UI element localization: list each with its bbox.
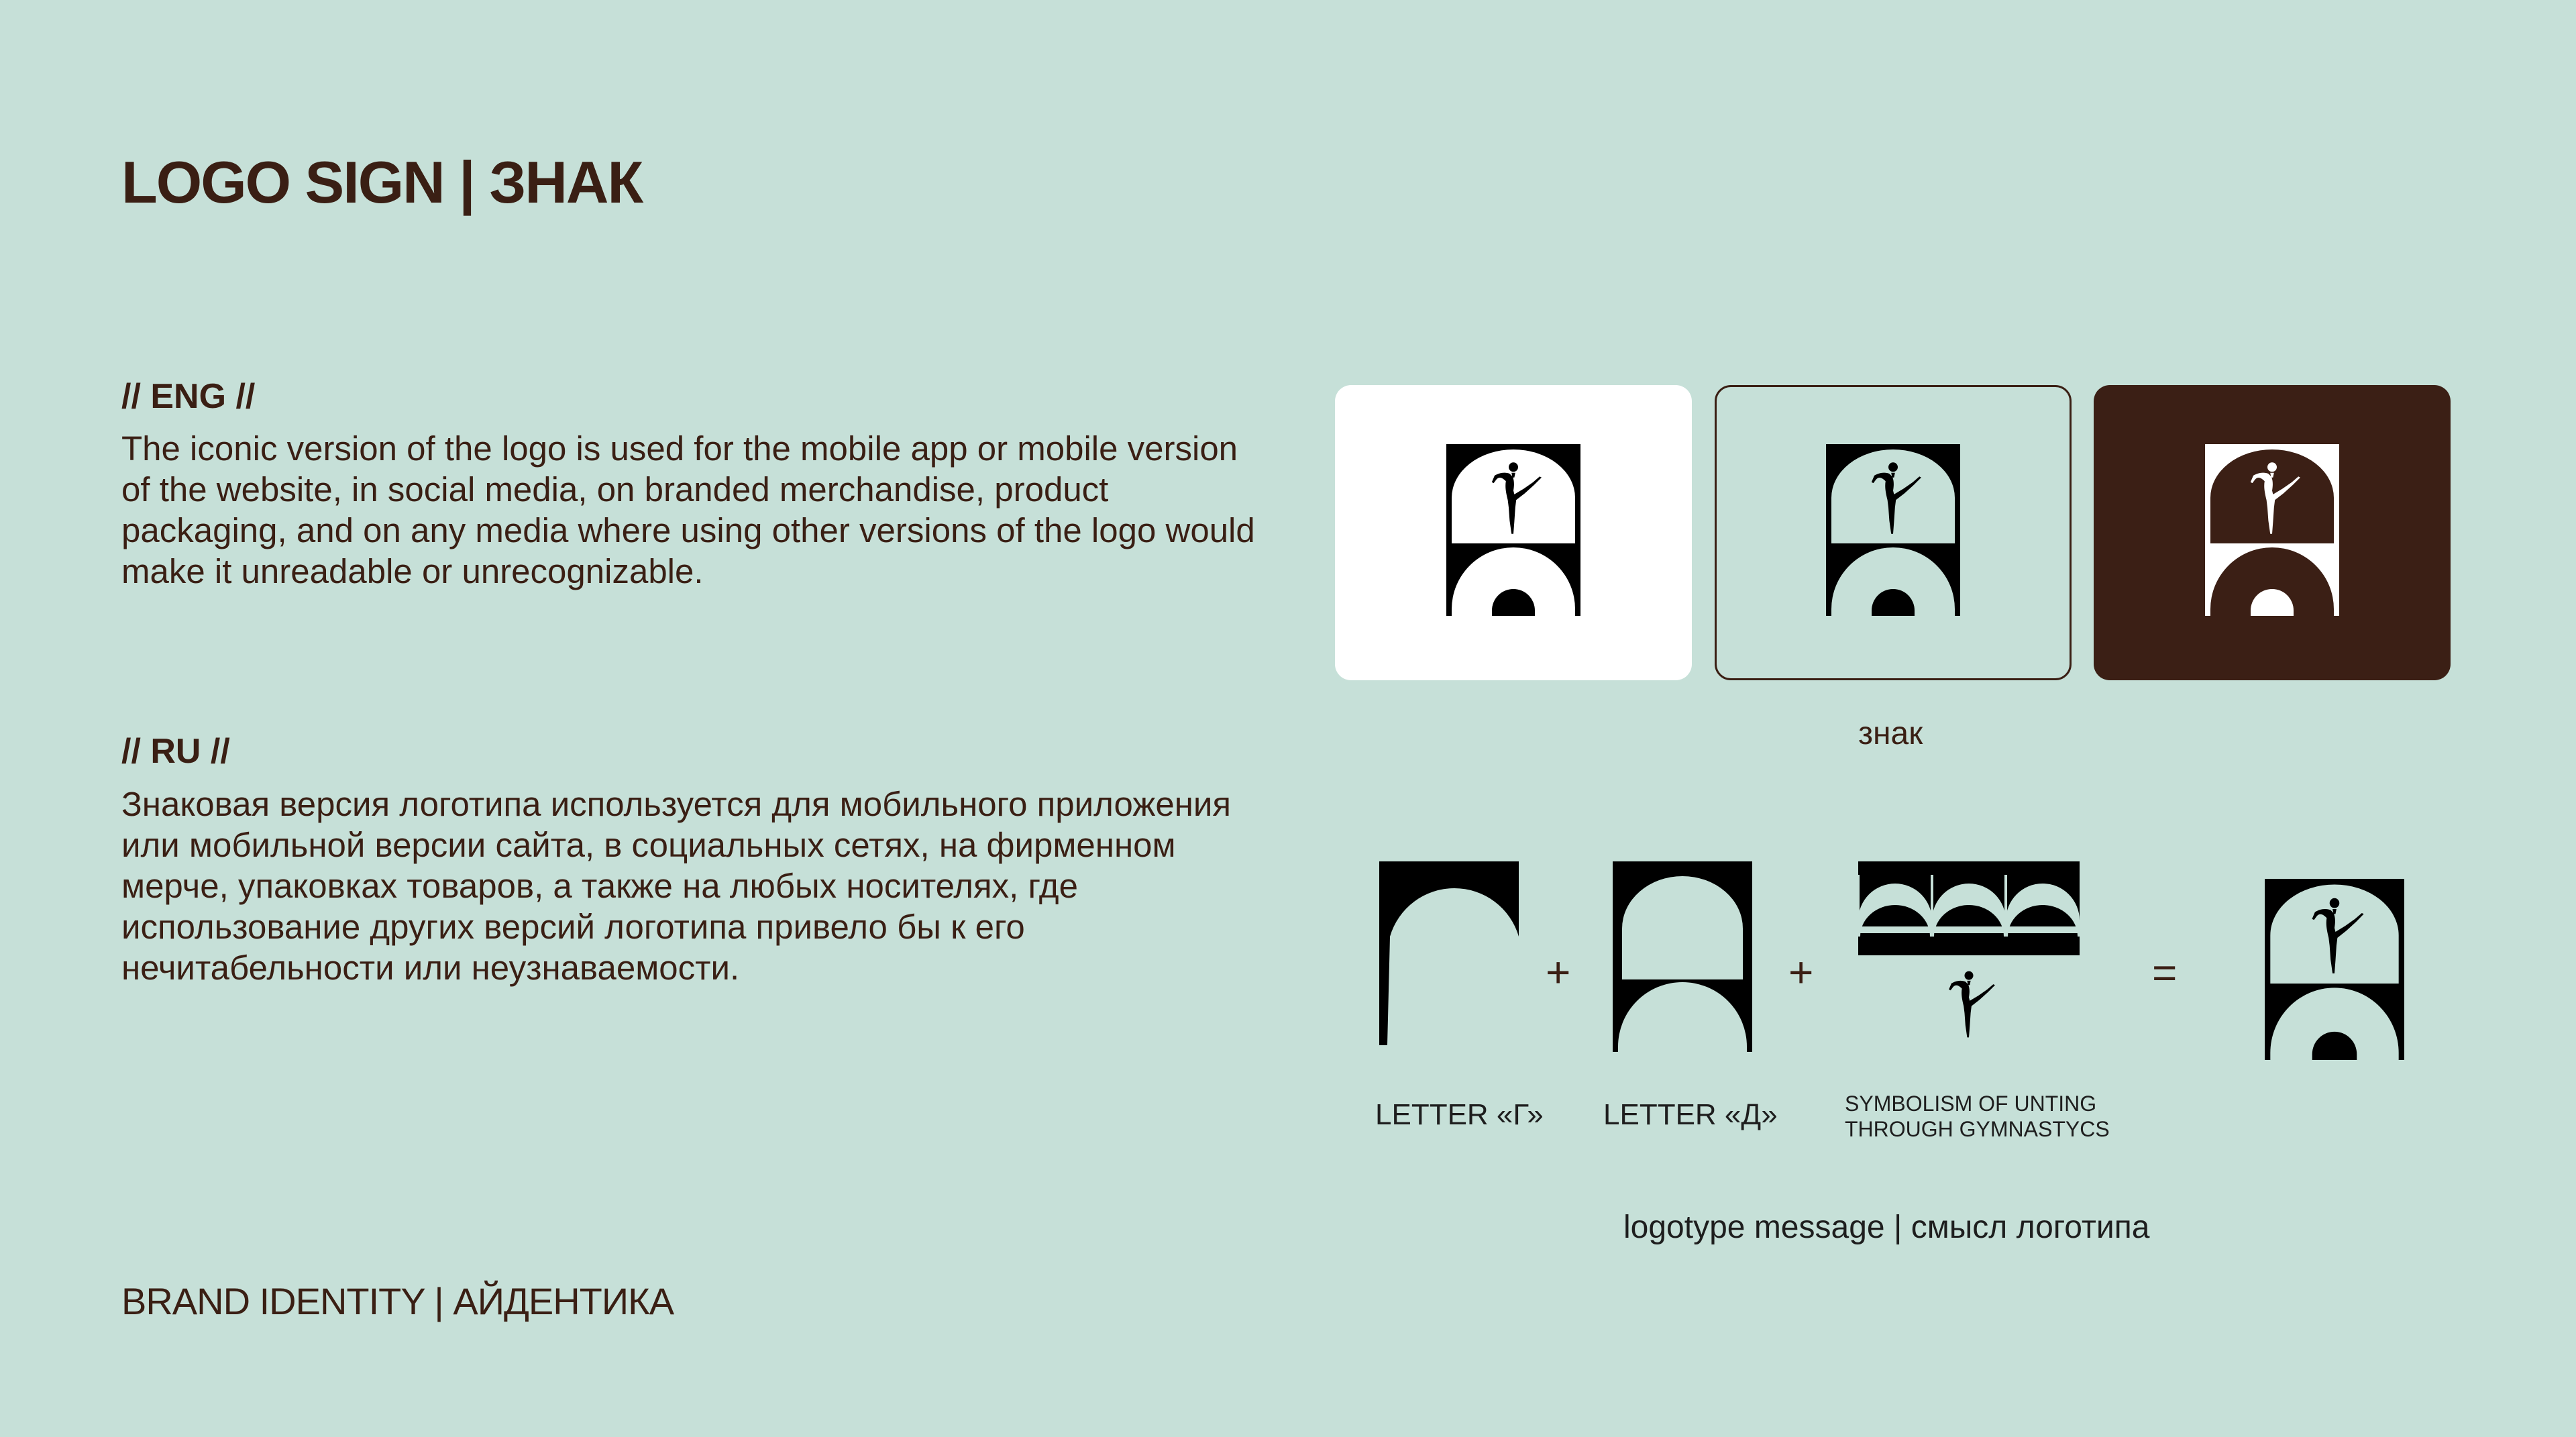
logo-sign-white-on-brown — [2205, 444, 2339, 616]
caption-symbolism-line1: SYMBOLISM OF UNTING — [1845, 1092, 2097, 1116]
caption-symbolism — [1845, 1091, 2110, 1142]
footer-brand-identity: BRAND IDENTITY | АЙДЕНТИКА — [121, 1280, 674, 1322]
logo-card-outline — [1715, 385, 2072, 680]
logotype-message-caption: logotype message | смысл логотипа — [1623, 1210, 2150, 1245]
eng-description: The iconic version of the logo is used for the mobile app or mobile version of the website, in social media, on branded merchandise, product packaging, and on any media where using other versions of the logo would make it unreadable or unrecognizable. — [121, 429, 1255, 590]
ru-heading: // RU // — [121, 732, 230, 771]
ru-description: Знаковая версия логотипа используется для мобильного приложения или мобильной версии сайта, в социальных сетях, на фирменном мерче, упаковках товаров, а также на любых носителях, где использование других версий логотипа привело бы к его нечитабельности или неузнаваемости. — [121, 785, 1231, 987]
result-logo-sign — [2265, 879, 2404, 1060]
logo-card-brown — [2094, 385, 2451, 680]
caption-letter-d: LETTER «Д» — [1603, 1098, 1778, 1131]
letter-g-shape — [1379, 861, 1519, 1045]
eng-heading: // ENG // — [121, 377, 256, 416]
plus-sign-1: + — [1546, 948, 1571, 996]
logo-sign-black-on-white — [1446, 444, 1580, 616]
logo-sign-black-on-mint — [1826, 444, 1960, 616]
letter-d-shape — [1613, 861, 1752, 1052]
logo-card-white — [1335, 385, 1692, 680]
equals-sign: = — [2152, 949, 2178, 997]
sign-caption: знак — [1858, 716, 1923, 751]
caption-letter-g: LETTER «Г» — [1375, 1098, 1544, 1131]
arcade-symbol — [1858, 861, 2080, 1049]
plus-sign-2: + — [1788, 948, 1814, 996]
page-title: LOGO SIGN | ЗНАК — [121, 149, 643, 215]
caption-symbolism-line2: THROUGH GYMNASTYCS — [1845, 1117, 2110, 1141]
